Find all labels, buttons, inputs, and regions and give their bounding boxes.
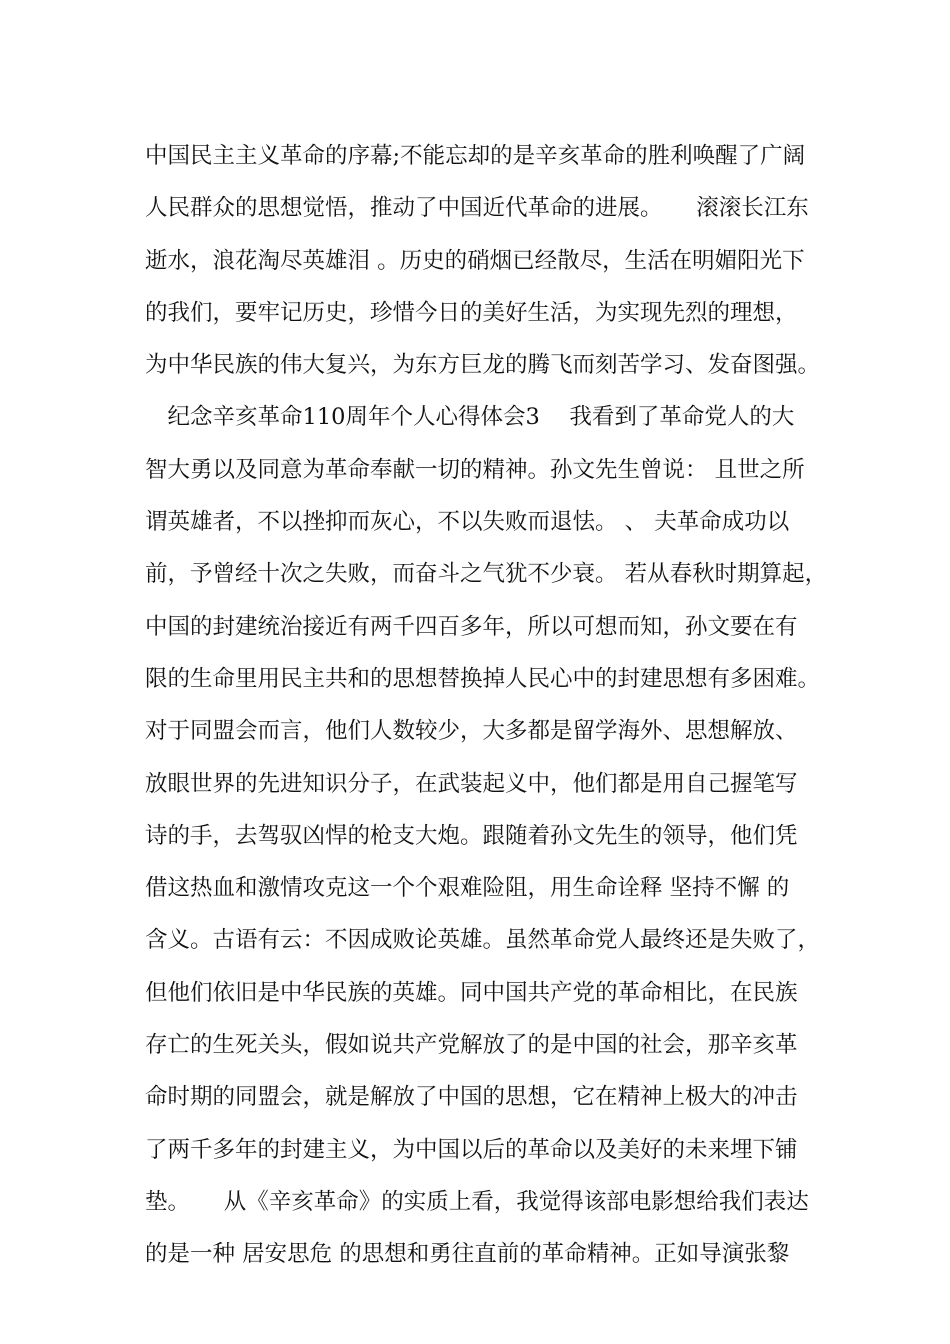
text-line-7: 智大勇以及同意为革命奉献一切的精神。孙文先生曾说： 且世之所: [145, 456, 805, 483]
text-line-8: 谓英雄者，不以挫抑而灰心，不以失败而退怯。 、 夫革命成功以: [145, 509, 790, 536]
text-line-5: 为中华民族的伟大复兴，为东方巨龙的腾飞而刻苦学习、发奋图强。: [145, 352, 821, 379]
text-line-21: 垫。 从《辛亥革命》的实质上看，我觉得该部电影想给我们表达: [145, 1188, 809, 1215]
text-line-4: 的我们，要牢记历史，珍惜今日的美好生活，为实现先烈的理想，: [145, 299, 798, 326]
text-line-2: 人民群众的思想觉悟，推动了中国近代革命的进展。 滚滚长江东: [145, 195, 809, 222]
section-heading-line: 纪念辛亥革命110周年个人心得体会3 我看到了革命党人的大: [145, 404, 795, 431]
text-line-18: 存亡的生死关头，假如说共产党解放了的是中国的社会，那辛亥革: [145, 1032, 798, 1059]
text-line-15: 借这热血和激情攻克这一个个艰难险阻，用生命诠释 坚持不懈 的: [145, 875, 790, 902]
text-line-16: 含义。古语有云：不因成败论英雄。虽然革命党人最终还是失败了，: [145, 927, 821, 954]
text-line-20: 了两千多年的封建主义，为中国以后的革命以及美好的未来埋下铺: [145, 1136, 798, 1163]
text-line-22: 的是一种 居安思危 的思想和勇往直前的革命精神。正如导演张黎: [145, 1241, 790, 1268]
body-text: [145, 130, 828, 1281]
text-line-11: 限的生命里用民主共和的思想替换掉人民心中的封建思想有多困难。: [145, 665, 821, 692]
text-line-12: 对于同盟会而言，他们人数较少，大多都是留学海外、思想解放、: [145, 718, 798, 745]
text-line-19: 命时期的同盟会，就是解放了中国的思想，它在精神上极大的冲击: [145, 1084, 798, 1111]
text-line-14: 诗的手，去驾驭凶悍的枪支大炮。跟随着孙文先生的领导，他们凭: [145, 822, 798, 849]
text-line-17: 但他们依旧是中华民族的英雄。同中国共产党的革命相比，在民族: [145, 979, 798, 1006]
text-line-3: 逝水，浪花淘尽英雄泪 。历史的硝烟已经散尽，生活在明媚阳光下: [145, 247, 805, 274]
text-line-1: 中国民主主义革命的序幕;不能忘却的是辛亥革命的胜利唤醒了广阔: [145, 143, 806, 169]
text-line-9: 前，予曾经十次之失败，而奋斗之气犹不少衰。 若从春秋时期算起，: [145, 561, 828, 588]
text-line-13: 放眼世界的先进知识分子，在武装起义中，他们都是用自己握笔写: [145, 770, 798, 797]
text-line-10: 中国的封建统治接近有两千四百多年，所以可想而知，孙文要在有: [145, 613, 798, 640]
